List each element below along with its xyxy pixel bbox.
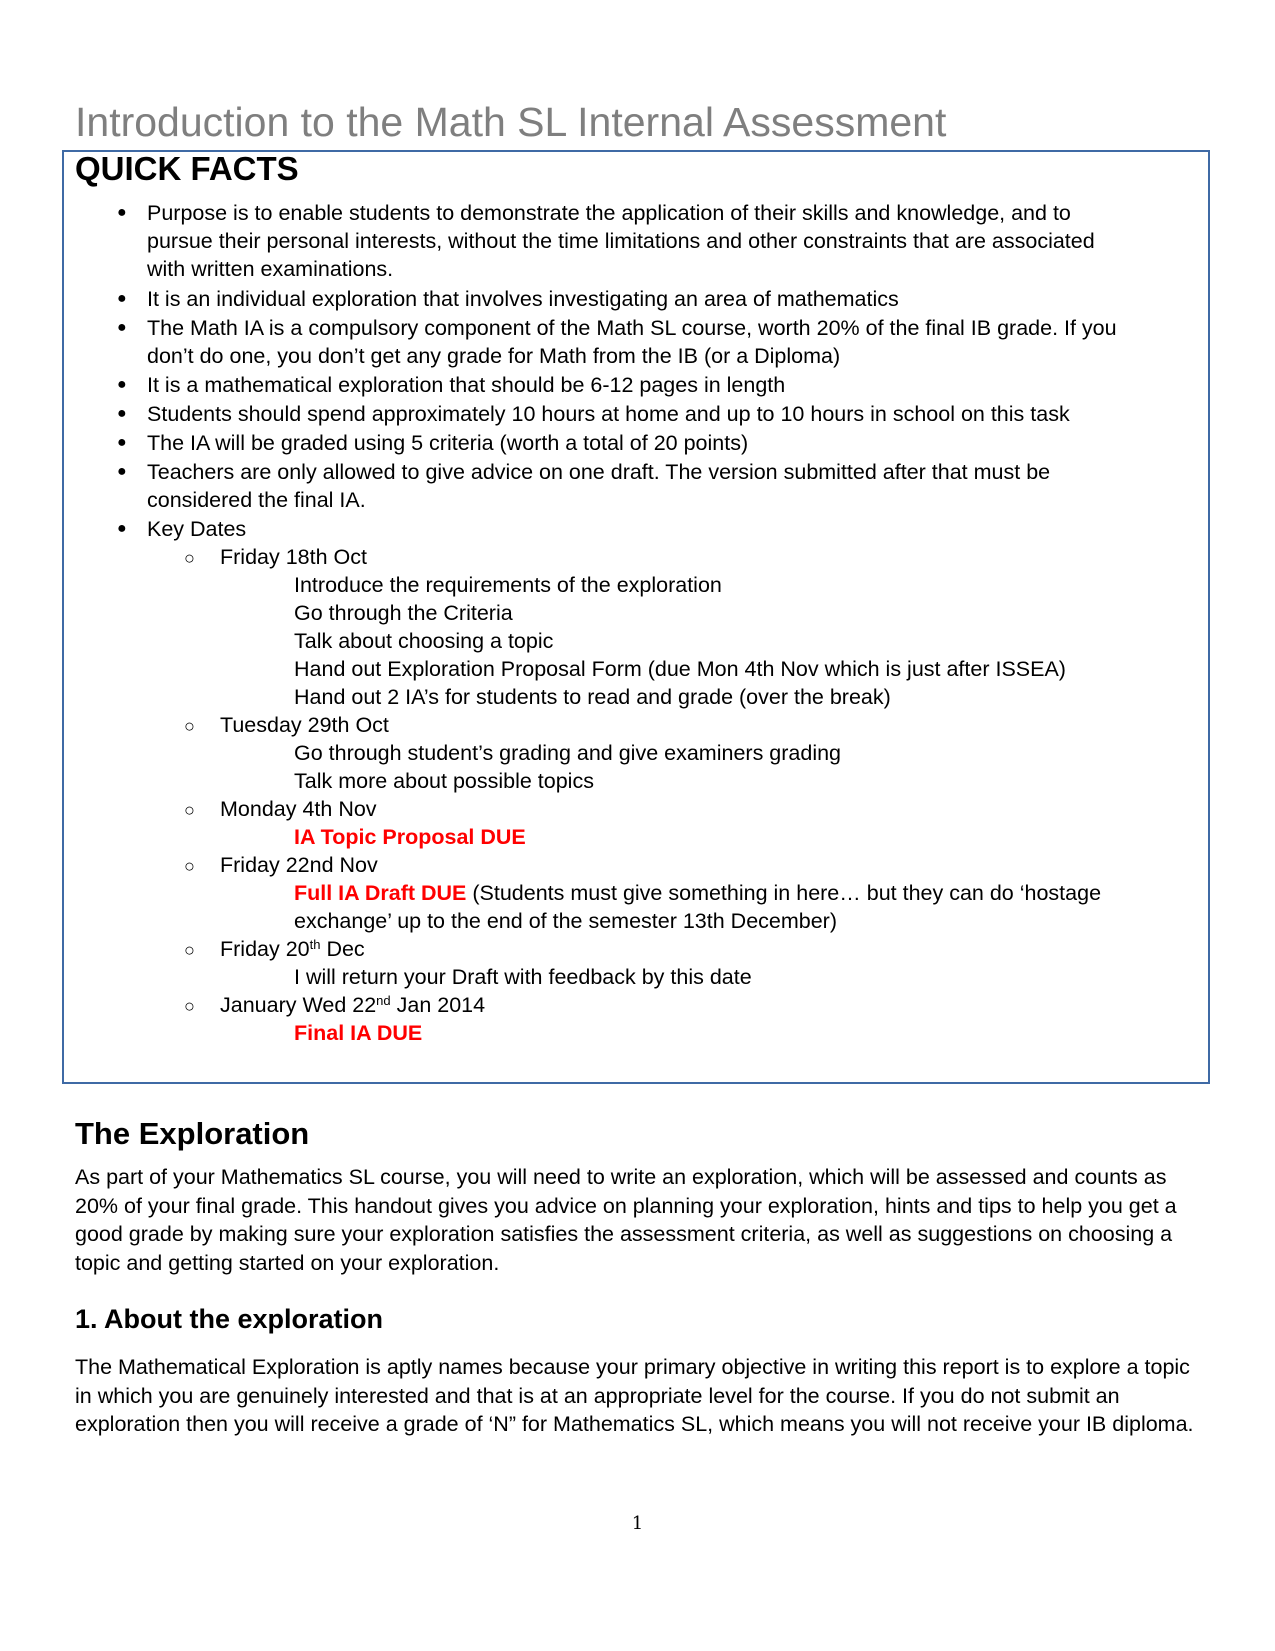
fact-1-line-1: Purpose is to enable students to demonstrate the application of their skills and knowledge, and to	[147, 201, 1071, 225]
quick-facts-heading: QUICK FACTS	[75, 150, 299, 187]
date-1-item-1: Introduce the requirements of the exploration	[294, 573, 722, 597]
date-1-item-5: Hand out 2 IA’s for students to read and grade (over the break)	[294, 685, 891, 709]
circle-bullet-icon: ○	[184, 800, 195, 820]
circle-bullet-icon: ○	[184, 856, 195, 876]
date-2-item-2: Talk more about possible topics	[294, 769, 594, 793]
date-1-item-3: Talk about choosing a topic	[294, 629, 554, 653]
final-ia-due: Final IA DUE	[294, 1021, 423, 1045]
fact-4-line-1: It is a mathematical exploration that should be 6-12 pages in length	[147, 373, 786, 397]
date-5	[220, 935, 365, 963]
circle-bullet-icon: ○	[184, 940, 195, 960]
date-6-ordinal: nd	[376, 993, 391, 1008]
fact-1-line-3: with written examinations.	[147, 257, 394, 281]
page-number: 1	[631, 1513, 644, 1534]
bullet-icon: ●	[117, 204, 127, 221]
circle-bullet-icon: ○	[184, 716, 195, 736]
date-1: Friday 18th Oct	[220, 545, 367, 569]
fact-3-line-1: The Math IA is a compulsory component of the Math SL course, worth 20% of the final IB grade. If you	[147, 316, 1117, 340]
about-paragraph: The Mathematical Exploration is aptly names because your primary objective in writing this report is to explore a topic in which you are genuinely interested and that is at an appropriate level for the course. If you do not submit an exploration then you will receive a grade of ‘N” for Mathematics SL, which means you will not receive your IB diploma.	[75, 1355, 1194, 1436]
date-4-item-1	[294, 879, 1101, 907]
bullet-icon: ●	[117, 319, 127, 336]
fact-3-line-2: don’t do one, you don’t get any grade for Math from the IB (or a Diploma)	[147, 344, 841, 368]
fact-5-line-1: Students should spend approximately 10 hours at home and up to 10 hours in school on this task	[147, 402, 1070, 426]
full-draft-due: Full IA Draft DUE	[294, 881, 467, 905]
date-4-note: (Students must give something in here… but they can do ‘hostage	[466, 881, 1102, 905]
circle-bullet-icon: ○	[184, 996, 195, 1016]
exploration-paragraph: As part of your Mathematics SL course, you will need to write an exploration, which will be assessed and counts as 20% of your final grade. This handout gives you advice on planning your exploration, hints and tips to help you get a good grade by making sure your exploration satisfies the assessment criteria, as well as suggestions on choosing a topic and getting started on your exploration.	[75, 1165, 1177, 1275]
fact-2-line-1: It is an individual exploration that involves investigating an area of mathematics	[147, 287, 899, 311]
bullet-icon: ●	[117, 405, 127, 422]
bullet-icon: ●	[117, 290, 127, 307]
topic-proposal-due: IA Topic Proposal DUE	[294, 825, 526, 849]
date-4-item-2: exchange’ up to the end of the semester 13th December)	[294, 909, 838, 933]
date-5-ordinal: th	[309, 937, 321, 952]
document-title: Introduction to the Math SL Internal Assessment	[75, 99, 947, 145]
date-1-item-2: Go through the Criteria	[294, 601, 513, 625]
fact-8-line-1: Key Dates	[147, 517, 247, 541]
bullet-icon: ●	[117, 434, 127, 451]
date-6-year: Jan 2014	[390, 993, 486, 1017]
date-2: Tuesday 29th Oct	[220, 713, 389, 737]
date-5-month: Dec	[320, 937, 365, 961]
date-5-text: Friday 20	[220, 937, 310, 961]
fact-7-line-1: Teachers are only allowed to give advice on one draft. The version submitted after that must be	[147, 460, 1051, 484]
fact-6-line-1: The IA will be graded using 5 criteria (worth a total of 20 points)	[147, 431, 749, 455]
bullet-icon: ●	[117, 520, 127, 537]
date-2-item-1: Go through student’s grading and give examiners grading	[294, 741, 842, 765]
circle-bullet-icon: ○	[184, 548, 195, 568]
about-heading: 1. About the exploration	[75, 1304, 384, 1334]
date-5-item-1: I will return your Draft with feedback by this date	[294, 965, 752, 989]
bullet-icon: ●	[117, 463, 127, 480]
bullet-icon: ●	[117, 376, 127, 393]
exploration-heading: The Exploration	[75, 1116, 310, 1151]
date-6	[220, 991, 485, 1019]
date-4: Friday 22nd Nov	[220, 853, 378, 877]
date-6-text: January Wed 22	[220, 993, 377, 1017]
date-1-item-4: Hand out Exploration Proposal Form (due Mon 4th Nov which is just after ISSEA)	[294, 657, 1066, 681]
fact-1-line-2: pursue their personal interests, without the time limitations and other constraints that are associated	[147, 229, 1095, 253]
fact-7-line-2: considered the final IA.	[147, 488, 366, 512]
date-3: Monday 4th Nov	[220, 797, 377, 821]
